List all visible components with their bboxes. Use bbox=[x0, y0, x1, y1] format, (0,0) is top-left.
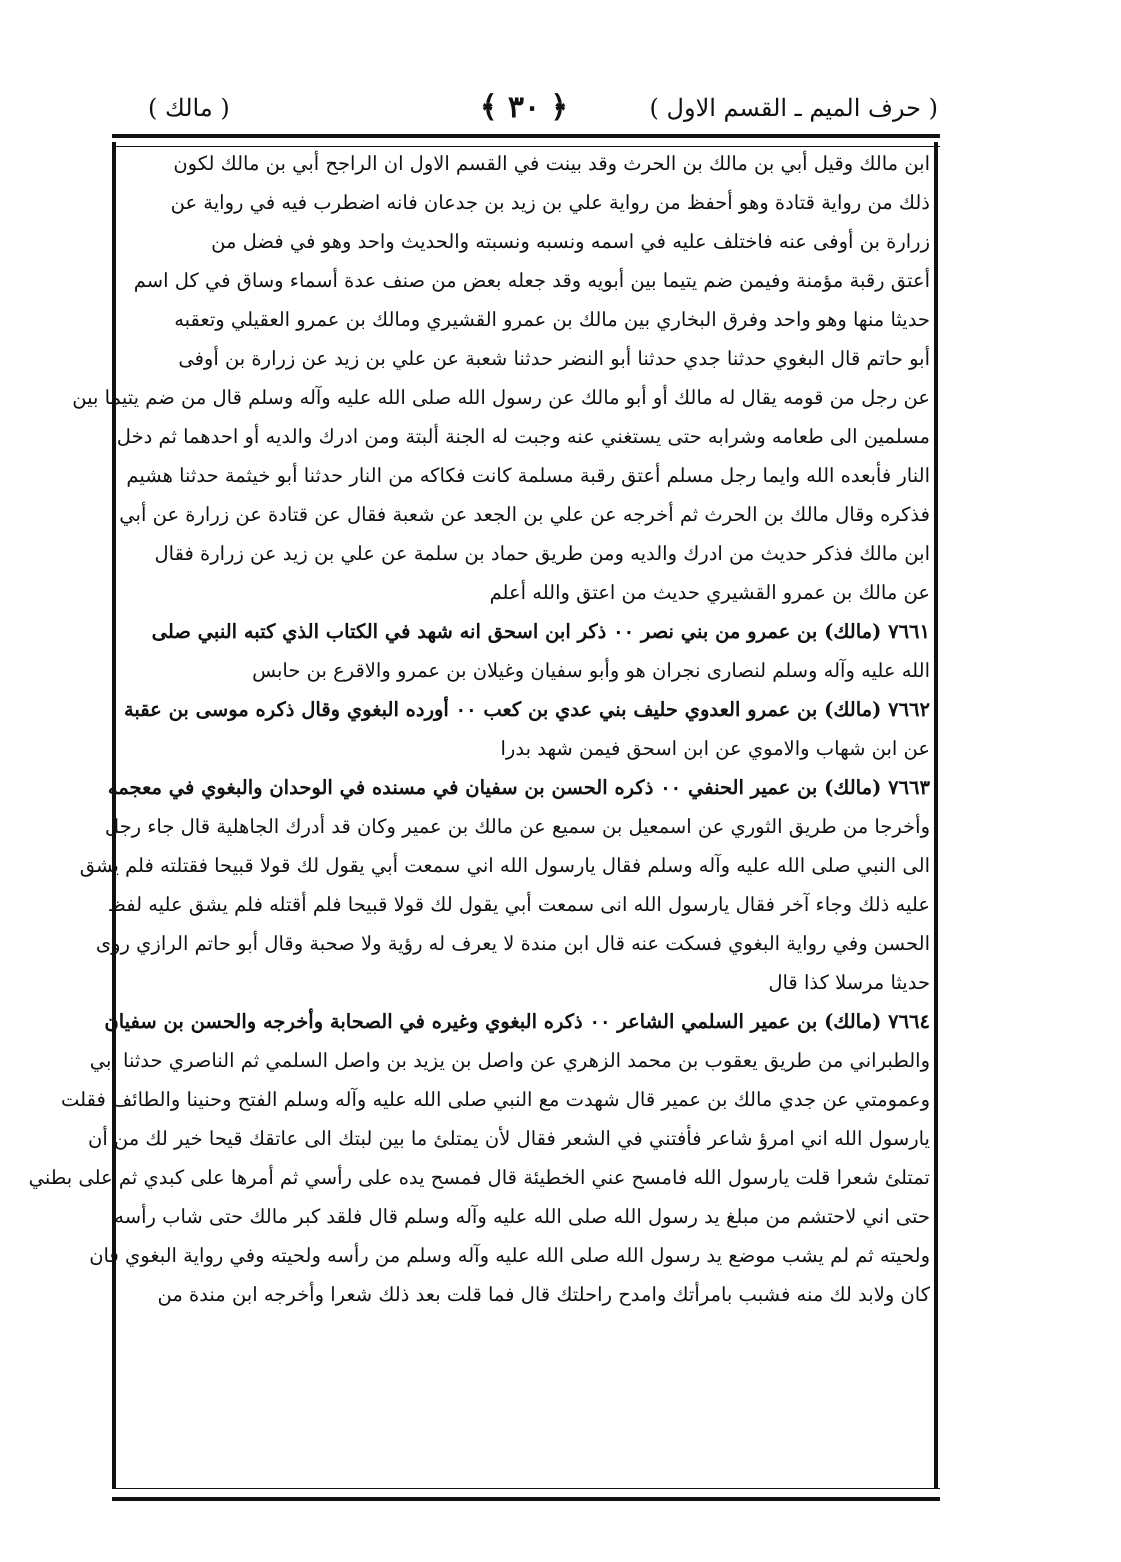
text-line: يارسول الله اني امرؤ شاعر فأفتني في الشعر فقال لأن يمتلئ ما بين لبتك الى عاتقك قيحا خير لك من أن bbox=[88, 1127, 930, 1150]
text-line: الله عليه وآله وسلم لنصارى نجران هو وأبو سفيان وغيلان بن عمرو والاقرع بن حابس bbox=[252, 659, 930, 682]
text-line: فذكره وقال مالك بن الحرث ثم أخرجه عن علي بن الجعد عن شعبة فقال عن قتادة عن زرارة عن أبي bbox=[119, 503, 930, 526]
bottom-rule bbox=[112, 1488, 940, 1501]
page-number: ﴿ ٣٠ ﴾ bbox=[479, 90, 569, 125]
text-line: حديثا منها وهو واحد وفرق البخاري بين مالك بن عمرو القشيري ومالك بن عمرو العقيلي وتعقبه bbox=[174, 308, 930, 331]
page-header bbox=[110, 88, 938, 134]
text-line: عن ابن شهاب والاموي عن ابن اسحق فيمن شهد بدرا bbox=[500, 737, 930, 760]
text-line: مسلمين الى طعامه وشرابه حتى يستغني عنه وجبت له الجنة ألبتة ومن ادرك والديه أو احدهما ثم دخل bbox=[116, 425, 930, 448]
entry-line: ٧٦٦٤ (مالك) بن عمير السلمي الشاعر ٠٠ ذكره البغوي وغيره في الصحابة وأخرجه والحسن بن سفيان bbox=[104, 1010, 930, 1033]
entry-line: ٧٦٦٢ (مالك) بن عمرو العدوي حليف بني عدي بن كعب ٠٠ أورده البغوي وقال ذكره موسى بن عقبة bbox=[123, 698, 930, 721]
text-line: ذلك من رواية قتادة وهو أحفظ من رواية علي بن زيد بن جدعان فانه اضطرب فيه في رواية عن bbox=[170, 191, 930, 214]
text-line: عن مالك بن عمرو القشيري حديث من اعتق والله أعلم bbox=[489, 581, 930, 604]
text-line: ابن مالك فذكر حديث من ادرك والديه ومن طريق حماد بن سلمة عن علي بن زيد عن زرارة فقال bbox=[154, 542, 930, 565]
body-text bbox=[28, 144, 930, 1484]
text-line: زرارة بن أوفى عنه فاختلف عليه في اسمه ونسبه ونسبته والحديث واحد وهو في فضل من bbox=[211, 230, 930, 253]
text-line: أعتق رقبة مؤمنة وفيمن ضم يتيما بين أبويه وقد جعله بعض من صنف عدة أسماء وساق في كل اسم bbox=[133, 269, 930, 292]
text-line: وعمومتي عن جدي مالك بن عمير قال شهدت مع النبي صلى الله عليه وآله وسلم الفتح وحنينا والطائف فقلت bbox=[61, 1088, 930, 1111]
text-line: والطبراني من طريق يعقوب بن محمد الزهري عن واصل بن يزيد بن واصل السلمي ثم الناصري حدثنا أبي bbox=[89, 1049, 930, 1072]
text-line: الحسن وفي رواية البغوي فسكت عنه قال ابن مندة لا يعرف له رؤية ولا صحبة وقال أبو حاتم الرازي روى bbox=[95, 932, 930, 955]
text-line: النار فأبعده الله وايما رجل مسلم أعتق رقبة مسلمة كانت فكاكه من النار حدثنا أبو خيثمة حدثنا هشيم bbox=[126, 464, 930, 487]
text-line: وأخرجا من طريق الثوري عن اسمعيل بن سميع عن مالك بن عمير وكان قد أدرك الجاهلية قال جاء رجل bbox=[104, 815, 930, 838]
entry-line: ٧٦٦١ (مالك) بن عمرو من بني نصر ٠٠ ذكر ابن اسحق انه شهد في الكتاب الذي كتبه النبي صلى bbox=[151, 620, 930, 643]
text-line: الى النبي صلى الله عليه وآله وسلم فقال يارسول الله اني سمعت أبي يقول لك قولا قبيحا فقتلته فلم يشق bbox=[79, 854, 930, 877]
text-line: عليه ذلك وجاء آخر فقال يارسول الله انى سمعت أبي يقول لك قولا قبيحا فلم أقتله فلم يشق عليه لفظ bbox=[107, 893, 930, 916]
text-line: تمتلئ شعرا قلت يارسول الله فامسح عني الخطيئة قال فمسح يده على رأسي ثم أمرها على كبدي ثم على بطني bbox=[28, 1166, 930, 1189]
entry-title: ( مالك ) bbox=[148, 94, 230, 122]
entry-line: ٧٦٦٣ (مالك) بن عمير الحنفي ٠٠ ذكره الحسن بن سفيان في مسنده في الوحدان والبغوي في معجمه bbox=[107, 776, 930, 799]
text-line: أبو حاتم قال البغوي حدثنا جدي حدثنا أبو النضر حدثنا شعبة عن علي بن زيد عن زرارة بن أوفى bbox=[178, 347, 930, 370]
section-title: ( حرف الميم ـ القسم الاول ) bbox=[649, 94, 938, 122]
text-line: كان ولابد لك منه فشبب بامرأتك وامدح راحلتك قال فما قلت بعد ذلك شعرا وأخرجه ابن مندة من bbox=[157, 1283, 930, 1306]
text-line: حديثا مرسلا كذا قال bbox=[768, 971, 930, 994]
text-line: عن رجل من قومه يقال له مالك أو أبو مالك عن رسول الله صلى الله عليه وآله وسلم قال من ضم يتيما بين bbox=[72, 386, 930, 409]
text-line: حتى اني لاحتشم من مبلغ يد رسول الله صلى الله عليه وآله وسلم قال فلقد كبر مالك حتى شاب رأسه bbox=[114, 1205, 930, 1228]
text-line: ولحيته ثم لم يشب موضع يد رسول الله صلى الله عليه وآله وسلم من رأسه ولحيته وفي رواية البغوي فان bbox=[89, 1244, 930, 1267]
text-line: ابن مالك وقيل أبي بن مالك بن الحرث وقد بينت في القسم الاول ان الراجح أبي بن مالك لكون bbox=[173, 152, 930, 175]
